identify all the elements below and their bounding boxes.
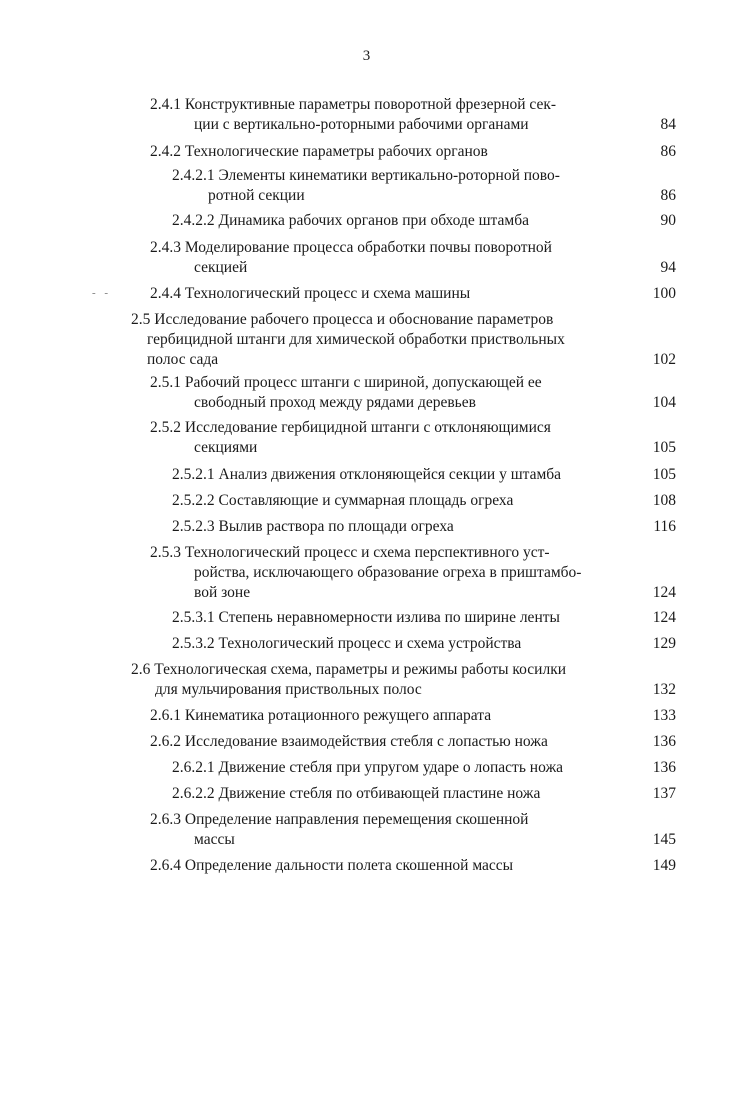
toc-entry (0, 856, 733, 876)
toc-entry-line: для мульчирования приствольных полос (155, 681, 422, 698)
toc-entry (0, 660, 733, 700)
toc-entry-line: 2.4.2.1 Элементы кинематики вертикально-роторной пово- (172, 167, 560, 184)
toc-entry-title (131, 310, 565, 370)
toc-entry-line: 2.5.2.2 Составляющие и суммарная площадь огреха (172, 492, 514, 509)
toc-entry-line: вой зоне (194, 584, 251, 601)
toc-entry-title (150, 856, 513, 876)
toc-entry-title (172, 608, 560, 628)
stray-mark: - - (92, 287, 112, 299)
toc-entry (0, 732, 733, 752)
toc-entry (0, 543, 733, 603)
toc-entry (0, 784, 733, 804)
toc-entry-page-number: 132 (652, 681, 676, 698)
toc-entry-page-number: 94 (660, 259, 676, 276)
toc-entry-line: 2.6 Технологическая схема, параметры и режимы работы косилки (131, 661, 567, 678)
toc-entry-page-number: 86 (660, 143, 676, 160)
toc-entry-page-number: 104 (652, 394, 676, 411)
toc-entry (0, 373, 733, 413)
toc-entry (0, 142, 733, 162)
toc-entry-line: 2.6.2.1 Движение стебля при упругом ударе о лопасть ножа (172, 759, 564, 776)
toc-entry-page-number: 108 (652, 492, 676, 509)
toc-entry-page-number: 116 (653, 518, 676, 535)
toc-entry-title (172, 166, 560, 206)
toc-entry-line: 2.4.3 Моделирование процесса обработки почвы поворотной (150, 239, 552, 256)
toc-entry (0, 491, 733, 511)
toc-entry-title (131, 660, 566, 700)
toc-entry-title (150, 95, 556, 135)
toc-entry-title (150, 373, 542, 413)
toc-entry-line: 2.5.3.1 Степень неравномерности излива по ширине ленты (172, 609, 560, 626)
toc-entry-line: 2.6.2.2 Движение стебля по отбивающей пластине ножа (172, 785, 541, 802)
toc-entry (0, 284, 733, 304)
toc-entry (0, 608, 733, 628)
toc-entry-line: секцией (194, 259, 248, 276)
toc-entry (0, 758, 733, 778)
toc-entry (0, 310, 733, 370)
toc-entry-line: 2.6.2 Исследование взаимодействия стебля с лопастью ножа (150, 733, 548, 750)
toc-entry-line: 2.4.1 Конструктивные параметры поворотной фрезерной сек- (150, 96, 557, 113)
toc-entry-line: 2.5 Исследование рабочего процесса и обоснование параметров (131, 311, 554, 328)
toc-entry-title (150, 732, 548, 752)
toc-entry-line: свободный проход между рядами деревьев (194, 394, 476, 411)
toc-entry-line: секциями (194, 439, 258, 456)
toc-entry-page-number: 129 (652, 635, 676, 652)
toc-entry-line: 2.6.3 Определение направления перемещения скошенной (150, 811, 529, 828)
toc-entry-page-number: 84 (660, 116, 676, 133)
toc-entry-page-number: 136 (652, 733, 676, 750)
toc-entry-title (172, 634, 521, 654)
toc-entry (0, 418, 733, 458)
toc-entry (0, 95, 733, 135)
toc-entry-title (172, 784, 540, 804)
page-number: 3 (362, 48, 371, 64)
toc-entry-line: гербицидной штанги для химической обработки приствольных (147, 331, 565, 348)
toc-entry-title (150, 284, 470, 304)
toc-entry (0, 166, 733, 206)
toc-entry-title (150, 543, 581, 603)
toc-entry-page-number: 137 (652, 785, 676, 802)
toc-entry-title (172, 465, 561, 485)
toc-entry-line: 2.4.4 Технологический процесс и схема машины (150, 285, 471, 302)
toc-entry-page-number: 124 (652, 584, 676, 601)
toc-entry-line: 2.6.4 Определение дальности полета скошенной массы (150, 857, 514, 874)
toc-entry-line: 2.5.3 Технологический процесс и схема перспективного уст- (150, 544, 550, 561)
toc-entry (0, 634, 733, 654)
toc-entry-title (172, 211, 529, 231)
toc-entry (0, 810, 733, 850)
toc-entry-title (150, 238, 552, 278)
toc-entry-page-number: 149 (652, 857, 676, 874)
toc-entry-line: 2.4.2.2 Динамика рабочих органов при обходе штамба (172, 212, 529, 229)
toc-entry (0, 706, 733, 726)
toc-entry (0, 238, 733, 278)
toc-entry-page-number: 105 (652, 439, 676, 456)
toc-entry-line: массы (194, 831, 235, 848)
toc-entry-page-number: 100 (652, 285, 676, 302)
toc-entry-title (150, 418, 551, 458)
toc-entry-line: полос сада (147, 351, 219, 368)
toc-entry-title (172, 491, 513, 511)
toc-entry-page-number: 124 (652, 609, 676, 626)
toc-entry-line: ции с вертикально-роторными рабочими органами (194, 116, 529, 133)
toc-entry-line: 2.5.2.3 Вылив раствора по площади огреха (172, 518, 454, 535)
toc-entry-line: 2.5.2 Исследование гербицидной штанги с отклоняющимися (150, 419, 551, 436)
toc-entry-page-number: 145 (652, 831, 676, 848)
toc-entry-title (150, 142, 488, 162)
toc-entry-line: 2.5.3.2 Технологический процесс и схема устройства (172, 635, 522, 652)
toc-entry-line: 2.6.1 Кинематика ротационного режущего аппарата (150, 707, 492, 724)
toc-entry-page-number: 86 (660, 187, 676, 204)
toc-entry-page-number: 136 (652, 759, 676, 776)
toc-entry-title (172, 758, 563, 778)
toc-entry-title (150, 810, 528, 850)
toc-entry (0, 211, 733, 231)
toc-entry-page-number: 133 (652, 707, 676, 724)
toc-entry-page-number: 102 (652, 351, 676, 368)
toc-entry (0, 517, 733, 537)
toc-entry-page-number: 90 (660, 212, 676, 229)
toc-entry-title (150, 706, 491, 726)
toc-entry-line: 2.4.2 Технологические параметры рабочих органов (150, 143, 488, 160)
toc-entry-line: ройства, исключающего образование огреха в приштамбо- (194, 564, 582, 581)
toc-entry-line: ротной секции (208, 187, 305, 204)
toc-entry-line: 2.5.1 Рабочий процесс штанги с шириной, допускающей ее (150, 374, 542, 391)
toc-entry (0, 465, 733, 485)
toc-entry-title (172, 517, 454, 537)
toc-entry-line: 2.5.2.1 Анализ движения отклоняющейся секции у штамба (172, 466, 562, 483)
toc-entry-page-number: 105 (652, 466, 676, 483)
